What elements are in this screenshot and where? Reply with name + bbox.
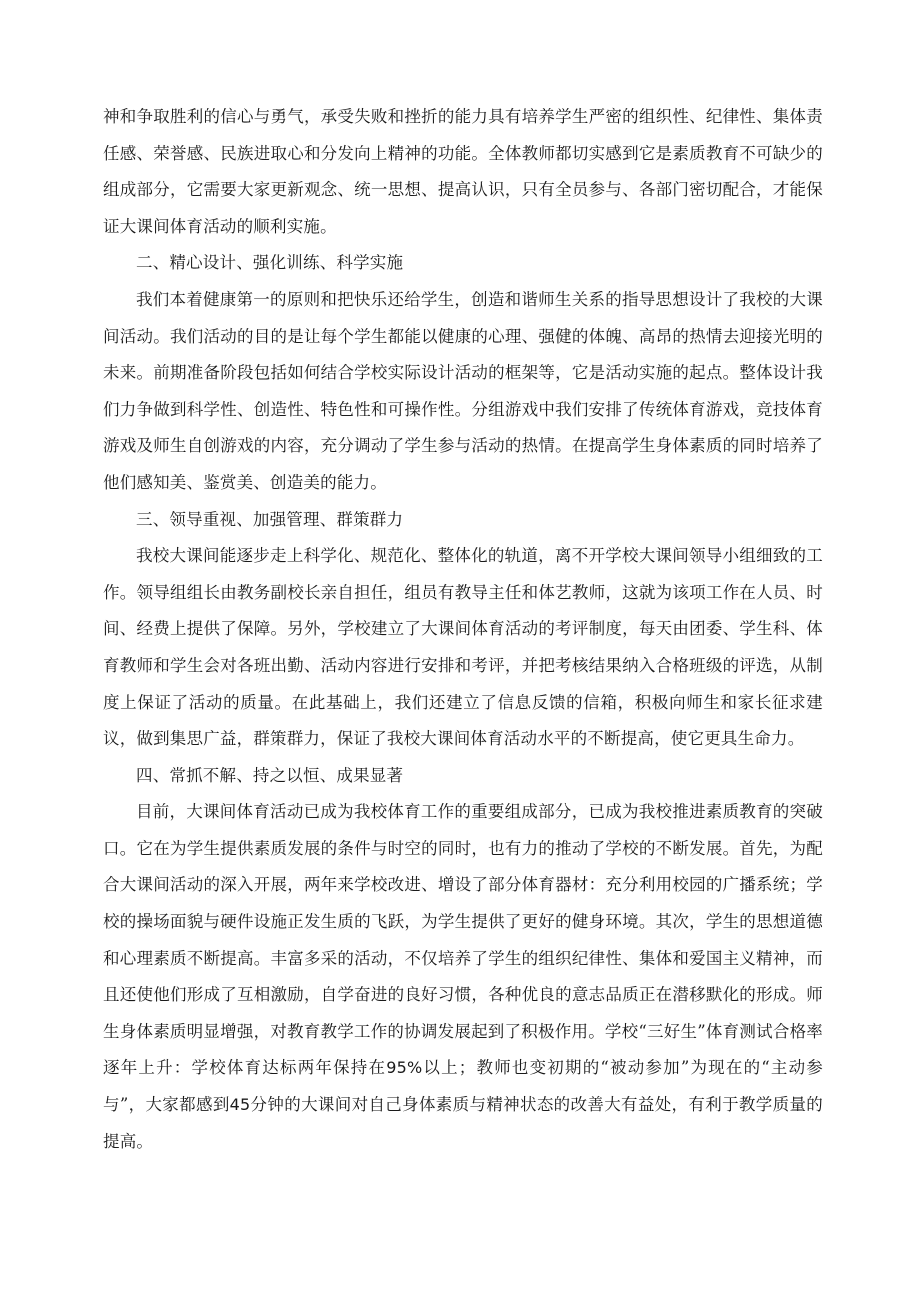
minutes-value: 45 bbox=[229, 1095, 251, 1115]
paragraph-section-4-part-b: 以上；教师也变初期的“被动参加”为现在的“主动参与”，大家都感到 bbox=[103, 1058, 824, 1115]
pass-rate-value: 95% bbox=[386, 1058, 423, 1078]
section-heading-4: 四、常抓不解、持之以恒、成果显著 bbox=[136, 765, 404, 785]
document-page bbox=[103, 99, 823, 1160]
paragraph-section-4-part-a: 目前，大课间体育活动已成为我校体育工作的重要组成部分，已成为我校推进素质教育的突破口。它在为学生提供素质发展的条件与时空的同时，也有力的推动了学校的不断发展。首先，为配合大课间活动的深入开展，两年来学校改进、增设了部分体育器材：充分利用校园的广播系统；学校的操场面貌与硬件设施正发生质的飞跃，为学生提供了更好的健身环境。其次，学生的思想道德和心理素质不断提高。丰富多采的活动，不仅培养了学生的组织纪律性、集体和爱国主义精神，而且还使他们形成了互相激励，自学奋进的良好习惯，各种优良的意志品质正在潜移默化的形成。师生身体素质明显增强，对教育教学工作的协调发展起到了积极作用。学校“三好生”体育测试合格率逐年上升：学校体育达标两年保持在 bbox=[103, 802, 823, 1078]
paragraph-section-2: 我们本着健康第一的原则和把快乐还给学生，创造和谐师生关系的指导思想设计了我校的大课间活动。我们活动的目的是让每个学生都能以健康的心理、强健的体魄、高昂的热情去迎接光明的未来。前期准备阶段包括如何结合学校实际设计活动的框架等，它是活动实施的起点。整体设计我们力争做到科学性、创造性、特色性和可操作性。分组游戏中我们安排了传统体育游戏，竞技体育游戏及师生自创游戏的内容，充分调动了学生参与活动的热情。在提高学生身体素质的同时培养了他们感知美、鉴赏美、创造美的能力。 bbox=[103, 289, 823, 492]
paragraph-section-4 bbox=[103, 794, 823, 1160]
paragraph-section-4-part-c: 分钟的大课间对自己身体素质与精神状态的改善大有益处，有利于教学质量的提高。 bbox=[103, 1095, 823, 1151]
section-heading-3: 三、领导重视、加强管理、群策群力 bbox=[136, 509, 404, 529]
section-heading-2: 二、精心设计、强化训练、科学实施 bbox=[136, 253, 404, 273]
paragraph-section-3: 我校大课间能逐步走上科学化、规范化、整体化的轨道，离不开学校大课间领导小组细致的工作。领导组组长由教务副校长亲自担任，组员有教导主任和体艺教师，这就为该项工作在人员、时间、经费上提供了保障。另外，学校建立了大课间体育活动的考评制度，每天由团委、学生科、体育教师和学生会对各班出勤、活动内容进行安排和考评，并把考核结果纳入合格班级的评选，从制度上保证了活动的质量。在此基础上，我们还建立了信息反馈的信箱，积极向师生和家长征求建议，做到集思广益，群策群力，保证了我校大课间体育活动水平的不断提高，使它更具生命力。 bbox=[103, 546, 823, 749]
paragraph-continuation: 神和争取胜利的信心与勇气，承受失败和挫折的能力具有培养学生严密的组织性、纪律性、集体责任感、荣誉感、民族进取心和分发向上精神的功能。全体教师都切实感到它是素质教育不可缺少的组成部分，它需要大家更新观念、统一思想、提高认识，只有全员参与、各部门密切配合，才能保证大课间体育活动的顺利实施。 bbox=[103, 107, 823, 236]
